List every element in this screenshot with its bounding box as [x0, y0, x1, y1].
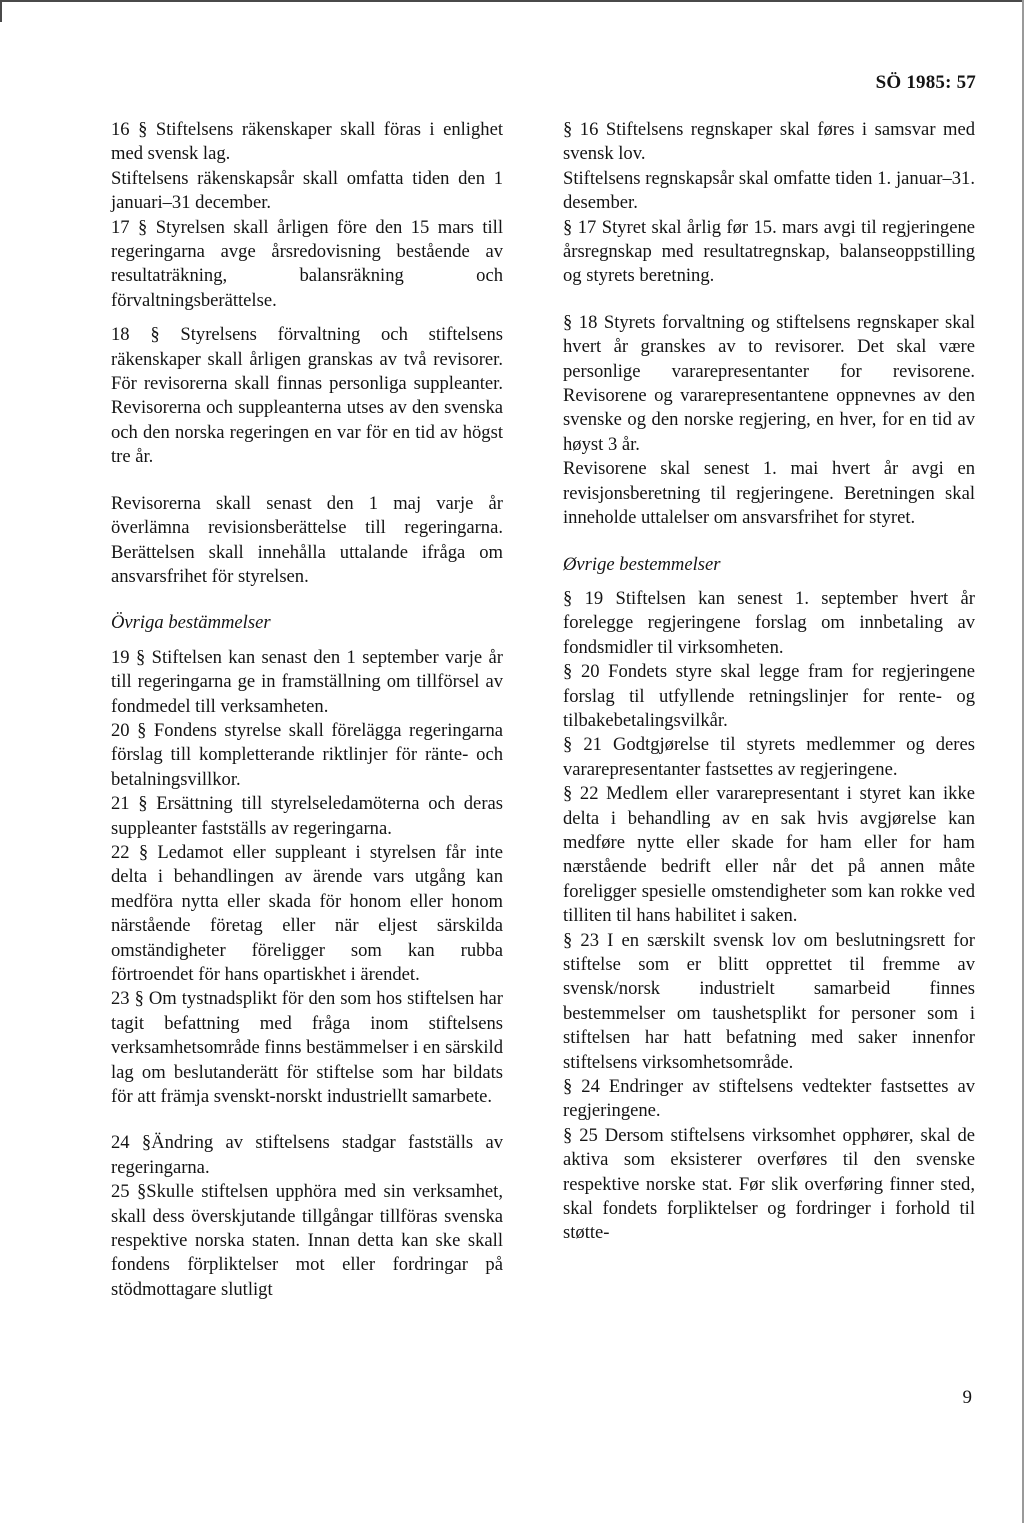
paragraph-17: 17 § Styrelsen skall årligen före den 15 mars till regeringarna avge årsredovisning bestående av resultaträkning, balansräkning och förvaltningsberättelse.: [111, 216, 503, 311]
scan-top-border: [0, 0, 1024, 2]
page-header: SÖ 1985: 57: [875, 72, 976, 93]
paragraph-19: § 19 Stiftelsen kan senest 1. september hvert år forelegge regjeringene forslag om innbetaling av fondsmidler til virksomheten.: [563, 587, 975, 658]
section-heading: Övriga bestämmelser: [111, 612, 271, 634]
paragraph-16: 16 § Stiftelsens räkenskaper skall föras i enlighet med svensk lag.: [111, 119, 503, 165]
paragraph-18-report: Revisorene skal senest 1. mai hvert år avgi en revisjonsberetning til regjeringene. Beretningen skal inneholde uttalelser om ansvarsfrihet for styret.: [563, 458, 975, 529]
paragraph-18-report: Revisorerna skall senast den 1 maj varje år överlämna revisionsberättelse till regeringarna. Berättelsen skall innehålla uttalande ifråga om ansvarsfrihet för styrelsen.: [111, 492, 503, 587]
paragraph-18: § 18 Styrets forvaltning og stiftelsens regnskaper skal hvert år granskes av to revisorer. Det skal være personlige vararepresentanter for revisorene. Revisorene og vararepresentantene oppnevnes av den svenske og den norske regjering, en hver, for en tid av høyst 3 år.: [563, 311, 975, 455]
paragraph-23: 23 § Om tystnadsplikt för den som hos stiftelsen har tagit befattning med fråga inom stiftelsens verksamhetsområde finns bestämmelser i en särskild lag om beslutanderätt för stiftelse som har bildats för att främja svenskt-norskt industriellt samarbete.: [111, 988, 503, 1108]
paragraph-20: § 20 Fondets styre skal legge fram for regjeringene forslag til utfyllende retningslinjer for rente- og tilbakebetalingsvilkår.: [563, 661, 975, 731]
paragraph-24: § 24 Endringer av stiftelsens vedtekter fastsettes av regjeringene.: [563, 1076, 975, 1122]
paragraph-18: 18 § Styrelsens förvaltning och stiftelsens räkenskaper skall årligen granskas av två revisorer. För revisorerna skall finnas personliga suppleanter. Revisorerna och suppleanterna utses av den svenska och den norska regeringen en var för en tid av högst tre år.: [111, 324, 503, 468]
paragraph-17: § 17 Styret skal årlig før 15. mars avgi til regjeringene årsregnskap med resultatregnskap, balanseoppstilling og styrets beretning.: [563, 216, 975, 287]
page-number: 9: [962, 1387, 972, 1408]
scan-left-border: [0, 0, 2, 22]
paragraph-24: 24 §Ändring av stiftelsens stadgar fastställs av regeringarna.: [111, 1132, 503, 1178]
swedish-column: [111, 118, 503, 1302]
paragraph-16-fiscal-year: Stiftelsens regnskapsår skal omfatte tiden 1. januar–31. desember.: [563, 167, 975, 214]
paragraph-25: § 25 Dersom stiftelsens virksomhet opphører, skal de aktiva som eksisterer overføres til den svenske respektive norske stat. Før slik overføring finner sted, skal fondets forpliktelser og fordringer i forhold til støtte-: [563, 1124, 975, 1244]
paragraph-22: 22 § Ledamot eller suppleant i styrelsen får inte delta i behandlingen av ärende vars utgång kan medföra nytta eller skada för honom eller honom närstående företag eller när eljest särskilda omständigheter föreligger som kan rubba förtroendet för hans opartiskhet i ärendet.: [111, 841, 503, 985]
paragraph-20: 20 § Fondens styrelse skall förelägga regeringarna förslag till kompletterande riktlinjer för ränte- och betalningsvillkor.: [111, 719, 503, 790]
section-heading: Øvrige bestemmelser: [563, 553, 721, 575]
paragraph-25: 25 §Skulle stiftelsen upphöra med sin verksamhet, skall dess överskjutande tillgångar tillföras svenska respektive norska staten. Innan detta kan ske skall fondens förpliktelser mot eller fordringar på stödmottagare slutligt: [111, 1181, 503, 1300]
norwegian-column: [563, 118, 975, 1246]
paragraph-19: 19 § Stiftelsen kan senast den 1 september varje år till regeringarna ge in framställning om tillförsel av fondmedel till verksamheten.: [111, 646, 503, 717]
paragraph-23: § 23 I en særskilt svensk lov om beslutningsrett for stiftelse som er blitt opprettet til fremme av svensk/norsk industrielt samarbeid finnes bestemmelser om taushetsplikt for personer som i stiftelsen har hatt befatning med saker innenfor stiftelsens virksomhetsområde.: [563, 929, 975, 1073]
paragraph-21: § 21 Godtgjørelse til styrets medlemmer og deres vararepresentanter fastsettes av regjeringene.: [563, 734, 975, 780]
paragraph-16-fiscal-year: Stiftelsens räkenskapsår skall omfatta tiden den 1 januari–31 december.: [111, 167, 503, 214]
paragraph-16: § 16 Stiftelsens regnskaper skal føres i samsvar med svensk lov.: [563, 119, 975, 165]
paragraph-22: § 22 Medlem eller vararepresentant i styret kan ikke delta i behandling av en sak hvis avgjørelse kan medføre nytte eller skade for ham eller for ham nærstående bedrift eller når det på annen måte foreligger spesielle omstendigheter som kan rokke ved tilliten til hans habilitet i saken.: [563, 783, 975, 927]
paragraph-21: 21 § Ersättning till styrelseledamöterna och deras suppleanter fastställs av regeringarna.: [111, 793, 503, 839]
